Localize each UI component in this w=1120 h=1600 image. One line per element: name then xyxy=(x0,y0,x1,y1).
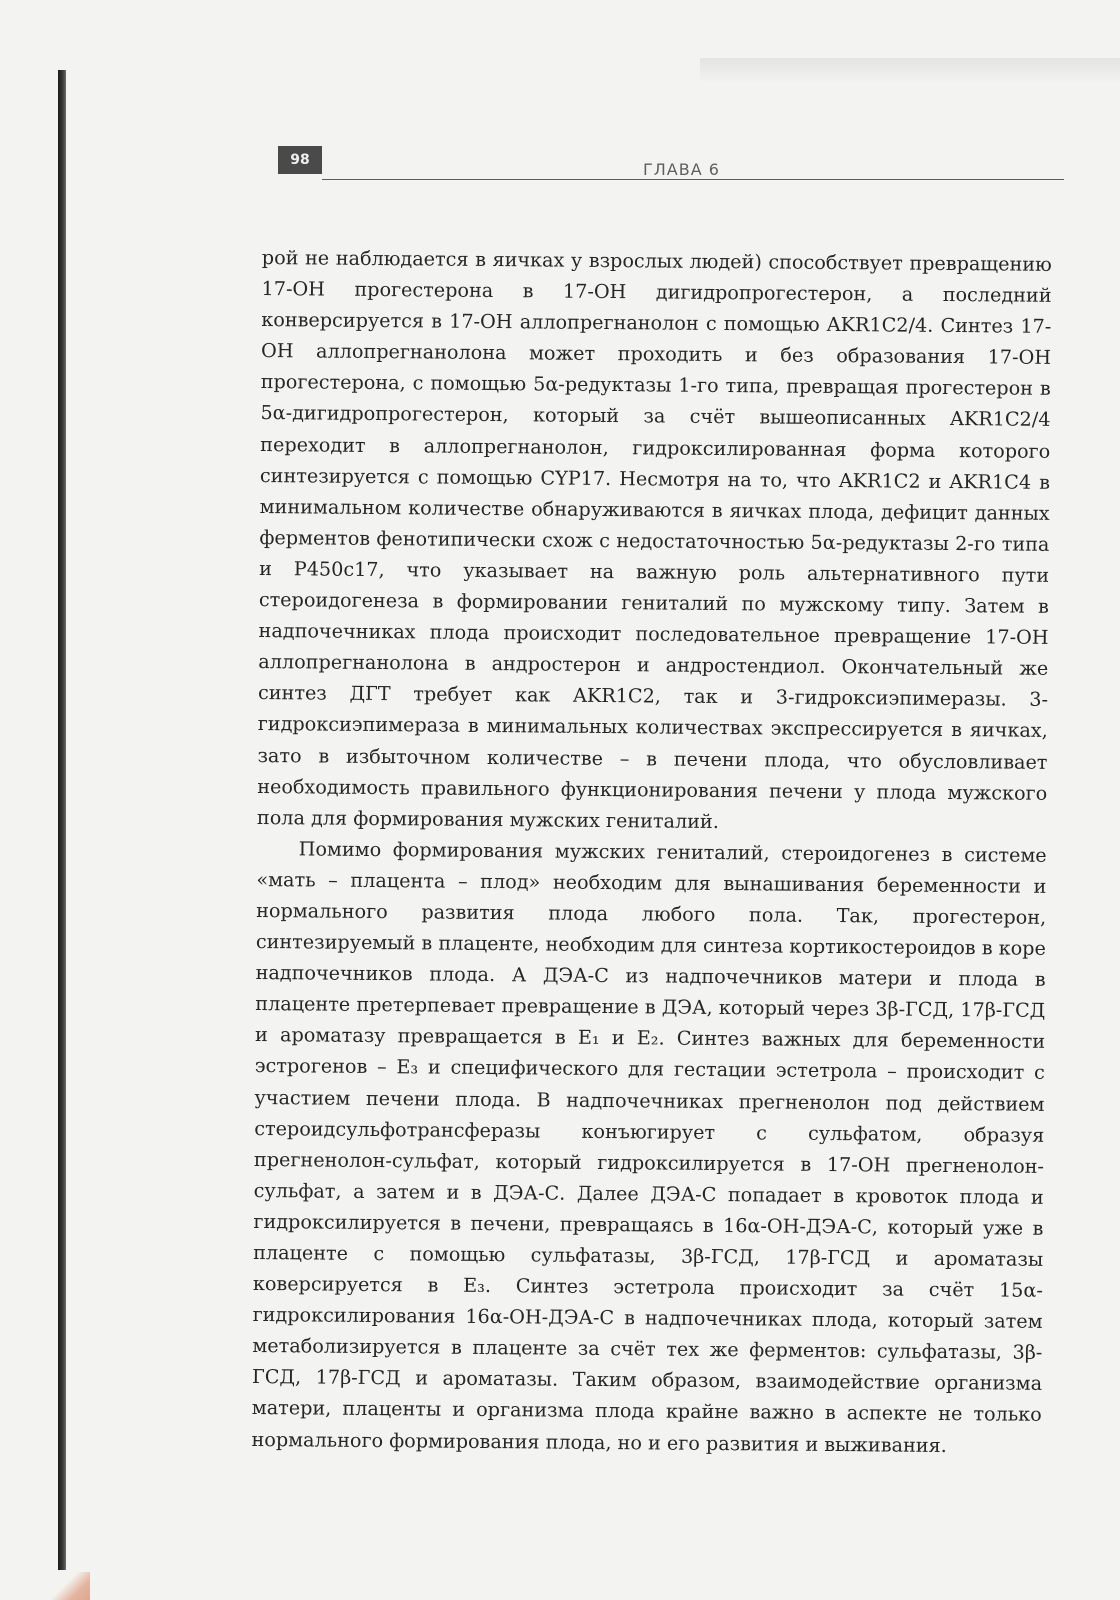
scan-top-shadow xyxy=(700,58,1120,84)
body-text xyxy=(251,242,1052,1462)
paragraph-continuation: рой не наблюдается в яичках у взрослых людей) способствует превращению 17-ОН прогестерона в 17-ОН дигидропрогестерон, а последний конверсируется в 17-ОН аллопрегнанолон с помощью AKR1C2/4. Синтез 17-ОН аллопрегнанолона может проходить и без образования 17-ОН прогестерона, с помощью 5α-редуктазы 1-го типа, превращая прогестерон в 5α-дигидропрогестерон, который за счёт вышеописанных AKR1C2/4 переходит в аллопрегнанолон, гидроксилированная форма которого синтезируется с помощью CYP17. Несмотря на то, что AKR1C2 и AKR1C4 в минимальном количестве обнаруживаются в яичках плода, дефицит данных ферментов фенотипически схож с недостаточностью 5α-редуктазы 2-го типа и P450c17, что указывает на важную роль альтернативного пути стероидогенеза в формировании гениталий по мужскому типу. Затем в надпочечниках плода происходит последовательное превращение 17-ОН аллопрегнанолона в андростерон и андростендиол. Окончательный же синтез ДГТ требует как AKR1C2, так и 3-гидроксиэпимеразы. 3-гидроксиэпимераза в минимальных количествах экспрессируется в яичках, зато в избыточном количестве – в печени плода, что обусловливает необходимость правильного функционирования печени у плода мужского пола для формирования мужских гениталий. xyxy=(256,245,1052,833)
page-number: 98 xyxy=(278,146,322,174)
scan-corner-mark xyxy=(50,1572,90,1600)
scan-binding-shadow xyxy=(58,70,66,1570)
chapter-title: ГЛАВА 6 xyxy=(643,160,720,179)
page-header xyxy=(278,146,1064,186)
header-rule xyxy=(322,179,1064,180)
paragraph: Помимо формирования мужских гениталий, стероидогенез в системе «мать – плацента – плод» необходим для вынашивания беременности и нормального развития плода любого пола. Так, прогестерон, синтезируемый в плаценте, необходим для синтеза кортикостероидов в коре надпочечников плода. А ДЭА-С из надпочечников матери и плода в плаценте претерпевает превращение в ДЭА, который через 3β-ГСД, 17β-ГСД и ароматазу превращается в E₁ и E₂. Синтез важных для беременности эстрогенов – E₃ и специфического для гестации эстетрола – происходит с участием печени плода. В надпочечниках прегненолон под действием стероидсульфотрансферазы конъюгирует с сульфатом, образуя прегненолон-сульфат, который гидроксилируется в 17-ОН прегненолон-сульфат, а затем и в ДЭА-С. Далее ДЭА-С попадает в кровоток плода и гидроксилируется в печени, превращаясь в 16α-ОН-ДЭА-С, который уже в плаценте с помощью сульфатазы, 3β-ГСД, 17β-ГСД и ароматазы коверсируется в E₃. Синтез эстетрола происходит за счёт 15α-гидроксилирования 16α-ОН-ДЭА-С в надпочечниках плода, который затем метаболизируется в плаценте за счёт тех же ферментов: сульфатазы, 3β-ГСД, 17β-ГСД и ароматазы. Таким образом, взаимодействие организма матери, плаценты и организма плода крайне важно в аспекте не только нормального формирования плода, но и его развития и выживания. xyxy=(251,837,1047,1457)
